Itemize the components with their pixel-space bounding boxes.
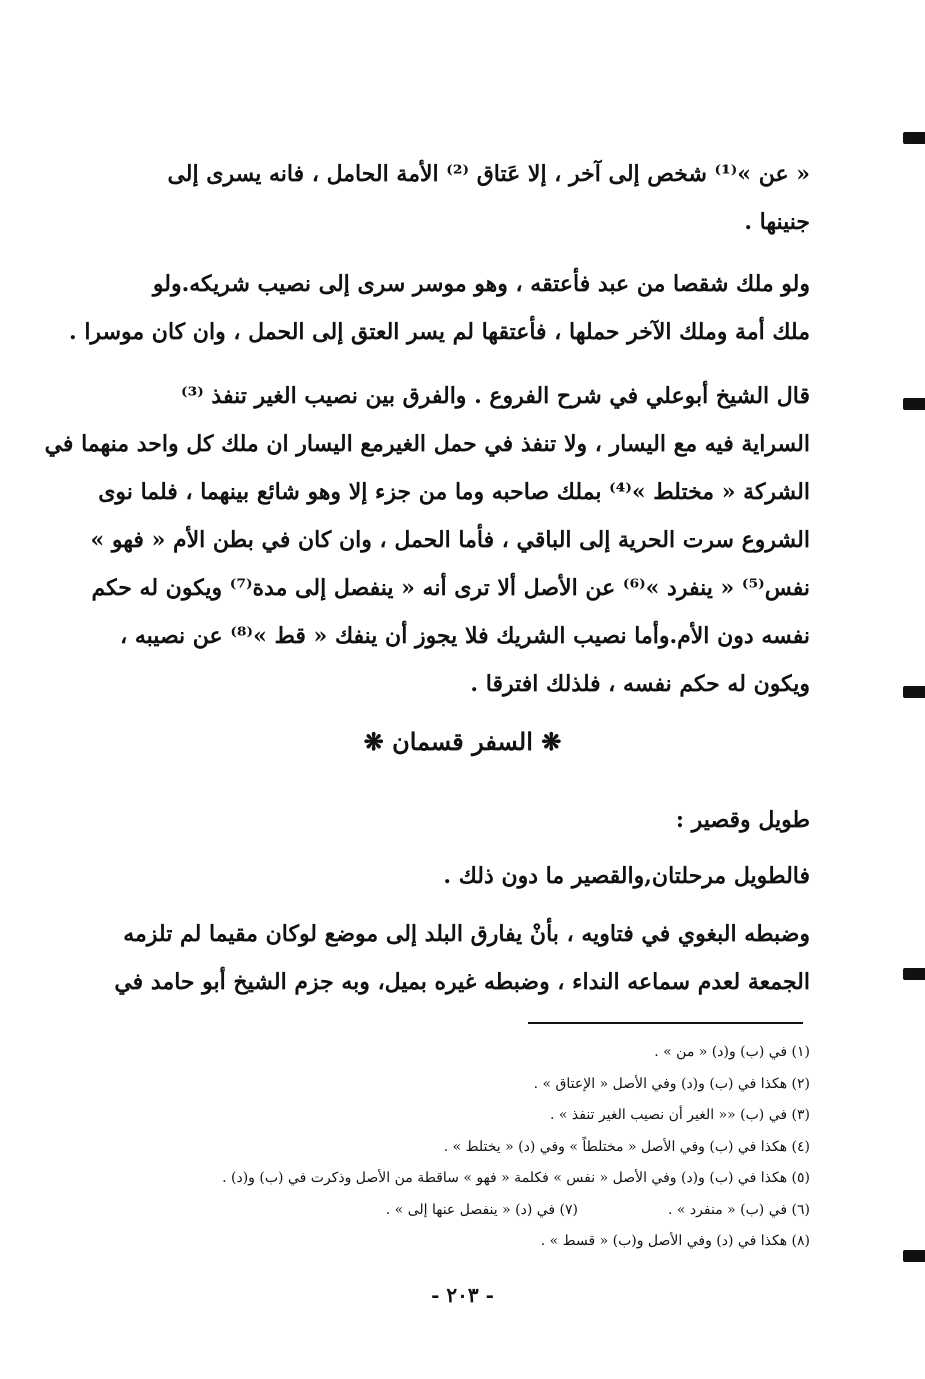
text-line: قال الشيخ أبوعلي في شرح الفروع . والفرق بين نصيب الغير تنفذ ⁽³⁾ [181,383,810,409]
text-line: نفسه دون الأم.وأما نصيب الشريك فلا يجوز أن ينفك « قط »⁽⁸⁾ عن نصيبه ، [120,623,810,649]
footnotes [120,1037,810,1258]
scan-edge-mark [903,1250,925,1262]
footnote: (١) في (ب) و(د) « من » . [654,1044,810,1060]
footnote: (٧) في (د) « ينفصل عنها إلى » . [385,1201,579,1218]
text-line: جنينها . [744,209,810,235]
footnote: (٤) هكذا في (ب) وفي الأصل « مختلطاً » وفي (د) « يختلط » . [443,1138,810,1155]
text-line: الشروع سرت الحرية إلى الباقي ، فأما الحمل ، وان كان في بطن الأم « فهو » [90,527,810,553]
paragraph-6 [110,910,810,1006]
text-line: ويكون له حكم نفسه ، فلذلك افترقا . [470,671,810,697]
footnote: (٣) في (ب) «« الغير أن نصيب الغير تنفذ » . [549,1107,810,1123]
scan-edge-mark [903,398,925,410]
text-line: السراية فيه مع اليسار ، ولا تنفذ في حمل الغيرمع اليسار ان ملك كل واحد منهما في [44,431,810,457]
scan-edge-mark [903,132,925,144]
footnote-pair [120,1195,810,1227]
footnote: (٥) هكذا في (ب) و(د) وفي الأصل « نفس » فكلمة « فهو » ساقطة من الأصل وذكرت في (ب) و(د) . [222,1170,810,1186]
page-number: - ٢٠٣ - [431,1283,494,1307]
paragraph-5 [110,852,810,900]
paragraph-1 [110,150,810,246]
text-line: ملك أمة وملك الآخر حملها ، فأعتقها لم يسر العتق إلى الحمل ، وان كان موسرا . [69,319,810,345]
text-line: نفس⁽⁵⁾ « ينفرد »⁽⁶⁾ عن الأصل ألا ترى أنه « ينفصل إلى مدة⁽⁷⁾ ويكون له حكم [91,575,810,601]
text-line: فالطويل مرحلتان,والقصير ما دون ذلك . [443,863,810,889]
paragraph-2 [69,260,810,356]
footnote: (٨) هكذا في (د) وفي الأصل و(ب) « قسط » . [540,1233,810,1249]
text-line: الشركة « مختلط »⁽⁴⁾ بملك صاحبه وما من جزء إلا وهو شائع بينهما ، فلما نوى [98,479,810,505]
text-line: ولو ملك شقصا من عبد فأعتقه ، وهو موسر سرى إلى نصيب شريكه.ولو [152,271,810,297]
paragraph-4 [110,796,810,844]
text-line: وضبطه البغوي في فتاويه ، بأنْ يفارق البلد إلى موضع لوكان مقيما لم تلزمه [123,921,810,947]
text-line: طويل وقصير : [675,807,810,833]
paragraph-3 [44,372,810,708]
text-line: الجمعة لعدم سماعه النداء ، وضبطه غيره بميل، وبه جزم الشيخ أبو حامد في [114,969,810,995]
footnote: (٦) في (ب) « منفرد » . [668,1201,810,1218]
text-line: « عن »⁽¹⁾ شخص إلى آخر ، إلا عَتاق ⁽²⁾ الأمة الحامل ، فانه يسرى إلى [167,161,810,187]
footnote: (٢) هكذا في (ب) و(د) وفي الأصل « الإعتاق » . [533,1075,810,1092]
section-heading: ❋ السفر قسمان ❋ [363,727,562,756]
footnote-divider [528,1022,803,1024]
scan-edge-mark [903,968,925,980]
scan-edge-mark [903,686,925,698]
